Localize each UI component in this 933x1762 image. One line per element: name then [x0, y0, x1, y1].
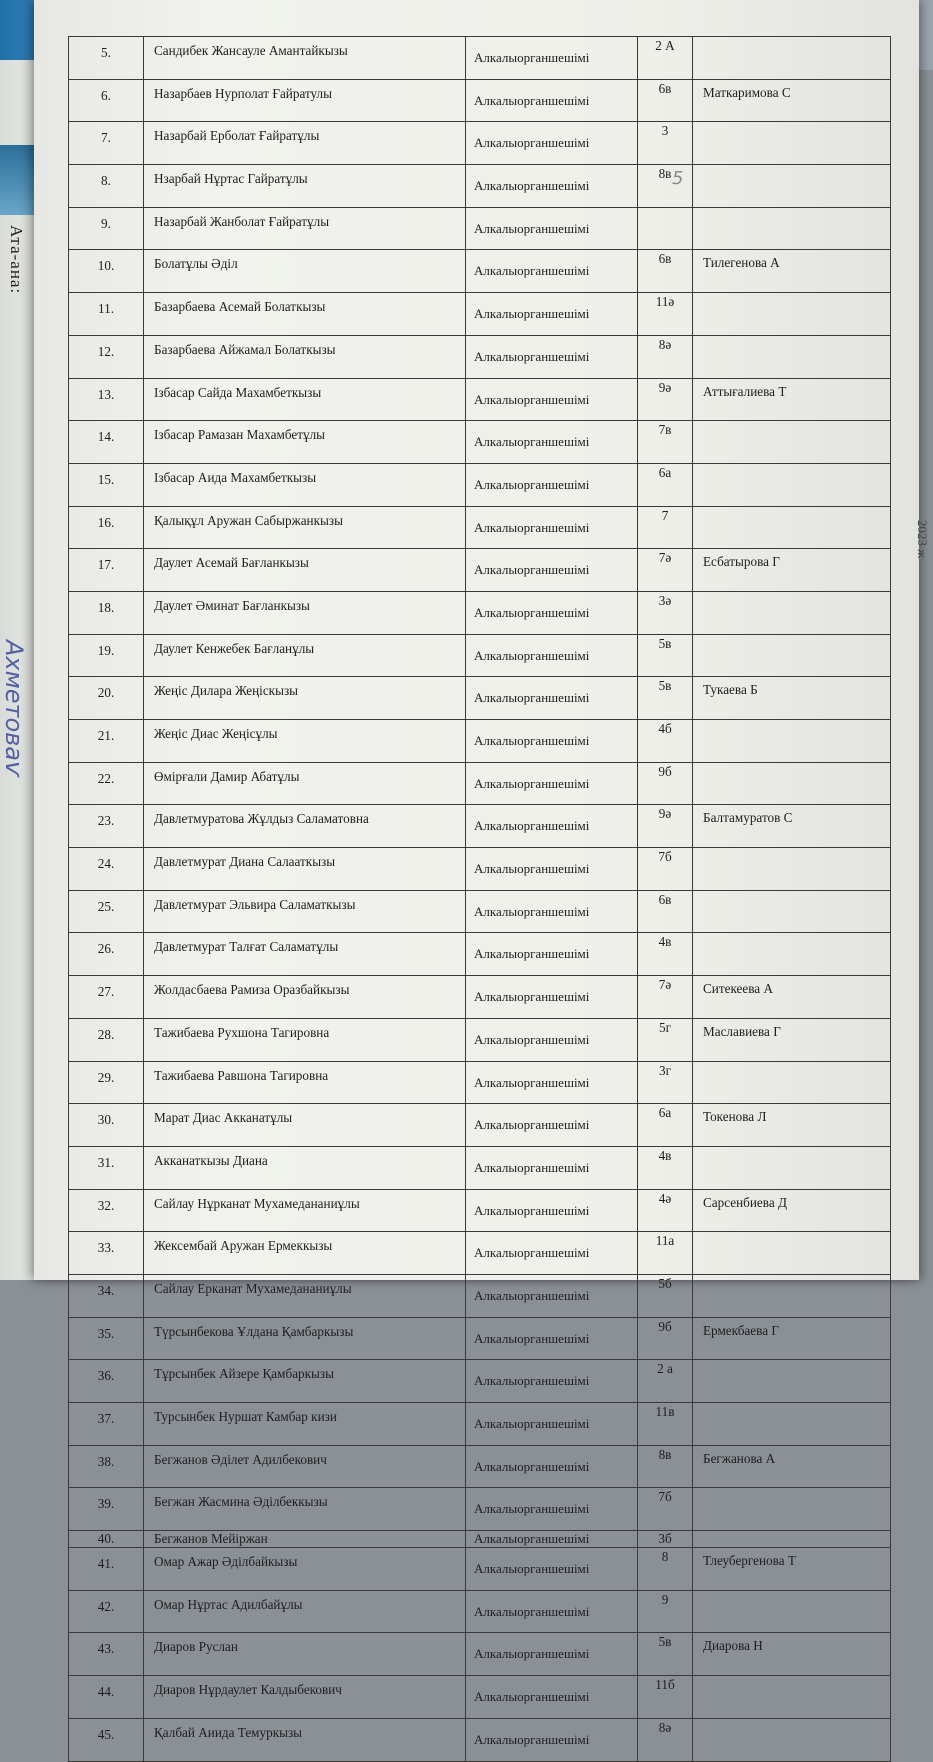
teacher-name [693, 463, 891, 506]
status-text: Алкалыорганшешімі [466, 335, 638, 378]
row-number: 19. [69, 634, 144, 677]
status-text: Алкалыорганшешімі [466, 1146, 638, 1189]
table-row [69, 549, 891, 592]
status-text: Алкалыорганшешімі [466, 805, 638, 848]
table-row [69, 506, 891, 549]
table-row [69, 720, 891, 763]
student-name: Диаров Руслан [144, 1633, 466, 1676]
row-number: 44. [69, 1676, 144, 1719]
class-grade: 7в [638, 421, 693, 464]
row-number: 28. [69, 1018, 144, 1061]
status-text: Алкалыорганшешімі [466, 1548, 638, 1591]
class-grade: 7ә [638, 549, 693, 592]
teacher-name [693, 933, 891, 976]
table-row [69, 762, 891, 805]
teacher-name [693, 720, 891, 763]
table-body [69, 37, 891, 1762]
teacher-name [693, 421, 891, 464]
teacher-name [693, 1232, 891, 1275]
status-text: Алкалыорганшешімі [466, 1403, 638, 1446]
row-number: 39. [69, 1488, 144, 1531]
table-row [69, 463, 891, 506]
row-number: 16. [69, 506, 144, 549]
teacher-name [693, 1360, 891, 1403]
class-grade: 7б [638, 848, 693, 891]
class-grade: 5в [638, 634, 693, 677]
row-number: 9. [69, 207, 144, 250]
row-number: 24. [69, 848, 144, 891]
student-name: Марат Диас Акканатұлы [144, 1104, 466, 1147]
status-text: Алкалыорганшешімі [466, 1531, 638, 1548]
teacher-name [693, 890, 891, 933]
table-row [69, 1676, 891, 1719]
class-grade: 7б [638, 1488, 693, 1531]
student-name: Турсынбек Нуршат Камбар кизи [144, 1403, 466, 1446]
student-name: Тажибаева Рухшона Тагировна [144, 1018, 466, 1061]
teacher-name [693, 591, 891, 634]
handwritten-mark: 5 [672, 168, 684, 189]
teacher-name: Тукаева Б [693, 677, 891, 720]
row-number: 45. [69, 1718, 144, 1761]
student-name: Ізбасар Сайда Махамбеткызы [144, 378, 466, 421]
student-name: Жеңіс Диас Жеңісұлы [144, 720, 466, 763]
student-name: Давлетмурат Эльвира Саламаткызы [144, 890, 466, 933]
class-grade: 6в [638, 890, 693, 933]
teacher-name [693, 1146, 891, 1189]
teacher-name [693, 207, 891, 250]
class-grade: 3 [638, 122, 693, 165]
table-row [69, 1018, 891, 1061]
row-number: 17. [69, 549, 144, 592]
class-grade [638, 207, 693, 250]
row-number: 15. [69, 463, 144, 506]
teacher-name: Бегжанова А [693, 1445, 891, 1488]
student-name: Диаров Нұрдаулет Калдыбекович [144, 1676, 466, 1719]
teacher-name [693, 122, 891, 165]
table-row [69, 677, 891, 720]
status-text: Алкалыорганшешімі [466, 1676, 638, 1719]
class-grade: 4б [638, 720, 693, 763]
table-row [69, 1531, 891, 1548]
row-number: 20. [69, 677, 144, 720]
class-grade: 8ә [638, 1718, 693, 1761]
row-number: 43. [69, 1633, 144, 1676]
teacher-name: Токенова Л [693, 1104, 891, 1147]
table-row [69, 335, 891, 378]
table-row [69, 976, 891, 1019]
row-number: 23. [69, 805, 144, 848]
row-number: 40. [69, 1531, 144, 1548]
teacher-name: Диарова Н [693, 1633, 891, 1676]
status-text: Алкалыорганшешімі [466, 37, 638, 80]
student-name: Акканаткызы Диана [144, 1146, 466, 1189]
row-number: 35. [69, 1317, 144, 1360]
student-name: Даулет Әминат Бағланкызы [144, 591, 466, 634]
teacher-name [693, 37, 891, 80]
teacher-name [693, 293, 891, 336]
row-number: 14. [69, 421, 144, 464]
class-grade: 7ә [638, 976, 693, 1019]
teacher-name: Есбатырова Г [693, 549, 891, 592]
table-row [69, 1488, 891, 1531]
student-name: Назарбаев Нурполат Ғайратулы [144, 79, 466, 122]
row-number: 21. [69, 720, 144, 763]
class-grade: 11ә [638, 293, 693, 336]
status-text: Алкалыорганшешімі [466, 1274, 638, 1317]
class-grade: 9ә [638, 805, 693, 848]
table-row [69, 1061, 891, 1104]
student-name: Сайлау Ерканат Мухамедананиұлы [144, 1274, 466, 1317]
status-text: Алкалыорганшешімі [466, 1718, 638, 1761]
status-text: Алкалыорганшешімі [466, 1360, 638, 1403]
teacher-name [693, 506, 891, 549]
table-row [69, 250, 891, 293]
teacher-name [693, 1676, 891, 1719]
class-grade: 8в [638, 165, 693, 208]
student-name: Базарбаева Асемай Болаткызы [144, 293, 466, 336]
student-name: Жексембай Аружан Ермеккызы [144, 1232, 466, 1275]
student-name: Омар Нұртас Адилбайұлы [144, 1590, 466, 1633]
status-text: Алкалыорганшешімі [466, 1590, 638, 1633]
row-number: 34. [69, 1274, 144, 1317]
teacher-name: Ермекбаева Г [693, 1317, 891, 1360]
student-name: Өмірғали Дамир Абатұлы [144, 762, 466, 805]
class-grade: 11а [638, 1232, 693, 1275]
class-grade: 8в [638, 1445, 693, 1488]
class-grade: 4в [638, 1146, 693, 1189]
status-text: Алкалыорганшешімі [466, 378, 638, 421]
student-name: Тұрсынбек Айзере Қамбаркызы [144, 1360, 466, 1403]
row-number: 7. [69, 122, 144, 165]
class-grade: 5в [638, 1633, 693, 1676]
class-grade: 8ә [638, 335, 693, 378]
row-number: 10. [69, 250, 144, 293]
table-row [69, 1445, 891, 1488]
row-number: 27. [69, 976, 144, 1019]
row-number: 12. [69, 335, 144, 378]
table-row [69, 1232, 891, 1275]
status-text: Алкалыорганшешімі [466, 720, 638, 763]
table-row [69, 1360, 891, 1403]
status-text: Алкалыорганшешімі [466, 1018, 638, 1061]
teacher-name [693, 1488, 891, 1531]
class-grade: 8 [638, 1548, 693, 1591]
student-name: Давлетмуратова Жұлдыз Саламатовна [144, 805, 466, 848]
table-row [69, 293, 891, 336]
student-list-table [68, 36, 891, 1762]
status-text: Алкалыорганшешімі [466, 165, 638, 208]
class-grade: 2 А [638, 37, 693, 80]
row-number: 6. [69, 79, 144, 122]
table-row [69, 122, 891, 165]
class-grade: 4в [638, 933, 693, 976]
row-number: 8. [69, 165, 144, 208]
row-number: 37. [69, 1403, 144, 1446]
class-grade: 9 [638, 1590, 693, 1633]
status-text: Алкалыорганшешімі [466, 506, 638, 549]
row-number: 42. [69, 1590, 144, 1633]
student-name: Нзарбай Нұртас Гайратұлы [144, 165, 466, 208]
class-grade: 9б [638, 1317, 693, 1360]
student-name: Ізбасар Аида Махамбеткызы [144, 463, 466, 506]
table-row [69, 848, 891, 891]
student-name: Омар Ажар Әділбайкызы [144, 1548, 466, 1591]
teacher-name [693, 848, 891, 891]
row-number: 38. [69, 1445, 144, 1488]
teacher-name: Ситекеева А [693, 976, 891, 1019]
table-row [69, 1104, 891, 1147]
teacher-name [693, 1590, 891, 1633]
row-number: 30. [69, 1104, 144, 1147]
status-text: Алкалыорганшешімі [466, 634, 638, 677]
student-name: Түрсынбекова Ұлдана Қамбаркызы [144, 1317, 466, 1360]
teacher-name [693, 1403, 891, 1446]
row-number: 36. [69, 1360, 144, 1403]
row-number: 5. [69, 37, 144, 80]
student-name: Давлетмурат Талғат Саламатұлы [144, 933, 466, 976]
row-number: 22. [69, 762, 144, 805]
status-text: Алкалыорганшешімі [466, 848, 638, 891]
student-name: Бегжанов Әділет Адилбекович [144, 1445, 466, 1488]
table-row [69, 1146, 891, 1189]
status-text: Алкалыорганшешімі [466, 1317, 638, 1360]
class-grade: 6в [638, 250, 693, 293]
teacher-name [693, 1531, 891, 1548]
table-row [69, 421, 891, 464]
student-name: Жолдасбаева Рамиза Оразбайкызы [144, 976, 466, 1019]
table-row [69, 591, 891, 634]
row-number: 31. [69, 1146, 144, 1189]
status-text: Алкалыорганшешімі [466, 1445, 638, 1488]
student-name: Базарбаева Айжамал Болаткызы [144, 335, 466, 378]
class-grade: 3б [638, 1531, 693, 1548]
status-text: Алкалыорганшешімі [466, 122, 638, 165]
class-grade: 11б [638, 1676, 693, 1719]
status-text: Алкалыорганшешімі [466, 250, 638, 293]
status-text: Алкалыорганшешімі [466, 1488, 638, 1531]
table-row [69, 165, 891, 208]
teacher-name [693, 1061, 891, 1104]
student-name: Жеңіс Дилара Жеңіскызы [144, 677, 466, 720]
student-name: Болатұлы Әділ [144, 250, 466, 293]
status-text: Алкалыорганшешімі [466, 1061, 638, 1104]
row-number: 41. [69, 1548, 144, 1591]
teacher-name: Сарсенбиева Д [693, 1189, 891, 1232]
status-text: Алкалыорганшешімі [466, 79, 638, 122]
class-grade: 6в [638, 79, 693, 122]
row-number: 33. [69, 1232, 144, 1275]
class-grade: 7 [638, 506, 693, 549]
side-label: Ата-ана: [7, 225, 26, 295]
status-text: Алкалыорганшешімі [466, 677, 638, 720]
status-text: Алкалыорганшешімі [466, 1104, 638, 1147]
right-margin-text: 2023 ж [915, 520, 930, 559]
status-text: Алкалыорганшешімі [466, 933, 638, 976]
table-row [69, 1403, 891, 1446]
student-name: Қалбай Аиида Темуркызы [144, 1718, 466, 1761]
row-number: 11. [69, 293, 144, 336]
status-text: Алкалыорганшешімі [466, 591, 638, 634]
class-grade: 2 а [638, 1360, 693, 1403]
teacher-name: Маславиева Г [693, 1018, 891, 1061]
class-grade: 11в [638, 1403, 693, 1446]
student-name: Тажибаева Равшона Тагировна [144, 1061, 466, 1104]
table-row [69, 1317, 891, 1360]
row-number: 13. [69, 378, 144, 421]
status-text: Алкалыорганшешімі [466, 463, 638, 506]
table-row [69, 1548, 891, 1591]
row-number: 26. [69, 933, 144, 976]
teacher-name [693, 634, 891, 677]
table-row [69, 933, 891, 976]
class-grade: 5в [638, 677, 693, 720]
table-row [69, 37, 891, 80]
student-name: Назарбай Ерболат Ғайратұлы [144, 122, 466, 165]
student-name: Бегжан Жасмина Әділбеккызы [144, 1488, 466, 1531]
student-name: Бегжанов Мейіржан [144, 1531, 466, 1548]
row-number: 29. [69, 1061, 144, 1104]
class-grade: 3ә [638, 591, 693, 634]
status-text: Алкалыорганшешімі [466, 293, 638, 336]
teacher-name [693, 165, 891, 208]
row-number: 32. [69, 1189, 144, 1232]
teacher-name [693, 1274, 891, 1317]
student-name: Давлетмурат Диана Салааткызы [144, 848, 466, 891]
teacher-name: Балтамуратов С [693, 805, 891, 848]
handwritten-signature: Ахметоваѵ [0, 640, 28, 777]
class-grade: 5б [638, 1274, 693, 1317]
table-row [69, 1274, 891, 1317]
table-row [69, 79, 891, 122]
table-row [69, 1189, 891, 1232]
teacher-name: Тилегенова А [693, 250, 891, 293]
class-grade: 3г [638, 1061, 693, 1104]
class-grade: 9б [638, 762, 693, 805]
class-grade: 9ә [638, 378, 693, 421]
left-sheet-blue-band [0, 145, 34, 215]
student-name: Даулет Асемай Бағланкызы [144, 549, 466, 592]
status-text: Алкалыорганшешімі [466, 421, 638, 464]
class-grade: 6а [638, 463, 693, 506]
status-text: Алкалыорганшешімі [466, 890, 638, 933]
class-grade: 6а [638, 1104, 693, 1147]
student-name: Назарбай Жанболат Ғайратұлы [144, 207, 466, 250]
table-row [69, 378, 891, 421]
status-text: Алкалыорганшешімі [466, 1232, 638, 1275]
table-row [69, 1633, 891, 1676]
status-text: Алкалыорганшешімі [466, 549, 638, 592]
status-text: Алкалыорганшешімі [466, 1189, 638, 1232]
table-row [69, 805, 891, 848]
teacher-name [693, 335, 891, 378]
teacher-name [693, 762, 891, 805]
status-text: Алкалыорганшешімі [466, 976, 638, 1019]
teacher-name: Маткаримова С [693, 79, 891, 122]
status-text: Алкалыорганшешімі [466, 762, 638, 805]
teacher-name: Тлеубергенова Т [693, 1548, 891, 1591]
student-name: Сандибек Жансауле Амантайкызы [144, 37, 466, 80]
table-row [69, 1590, 891, 1633]
table-row [69, 207, 891, 250]
student-name: Қалықұл Аружан Сабыржанкызы [144, 506, 466, 549]
class-grade: 4ә [638, 1189, 693, 1232]
table-row [69, 890, 891, 933]
student-name: Сайлау Нұрканат Мухамедананиұлы [144, 1189, 466, 1232]
teacher-name [693, 1718, 891, 1761]
status-text: Алкалыорганшешімі [466, 207, 638, 250]
status-text: Алкалыорганшешімі [466, 1633, 638, 1676]
student-name: Ізбасар Рамазан Махамбетұлы [144, 421, 466, 464]
table-row [69, 1718, 891, 1761]
row-number: 25. [69, 890, 144, 933]
class-grade: 5г [638, 1018, 693, 1061]
student-name: Даулет Кенжебек Бағланұлы [144, 634, 466, 677]
row-number: 18. [69, 591, 144, 634]
table-row [69, 634, 891, 677]
teacher-name: Аттығалиева Т [693, 378, 891, 421]
